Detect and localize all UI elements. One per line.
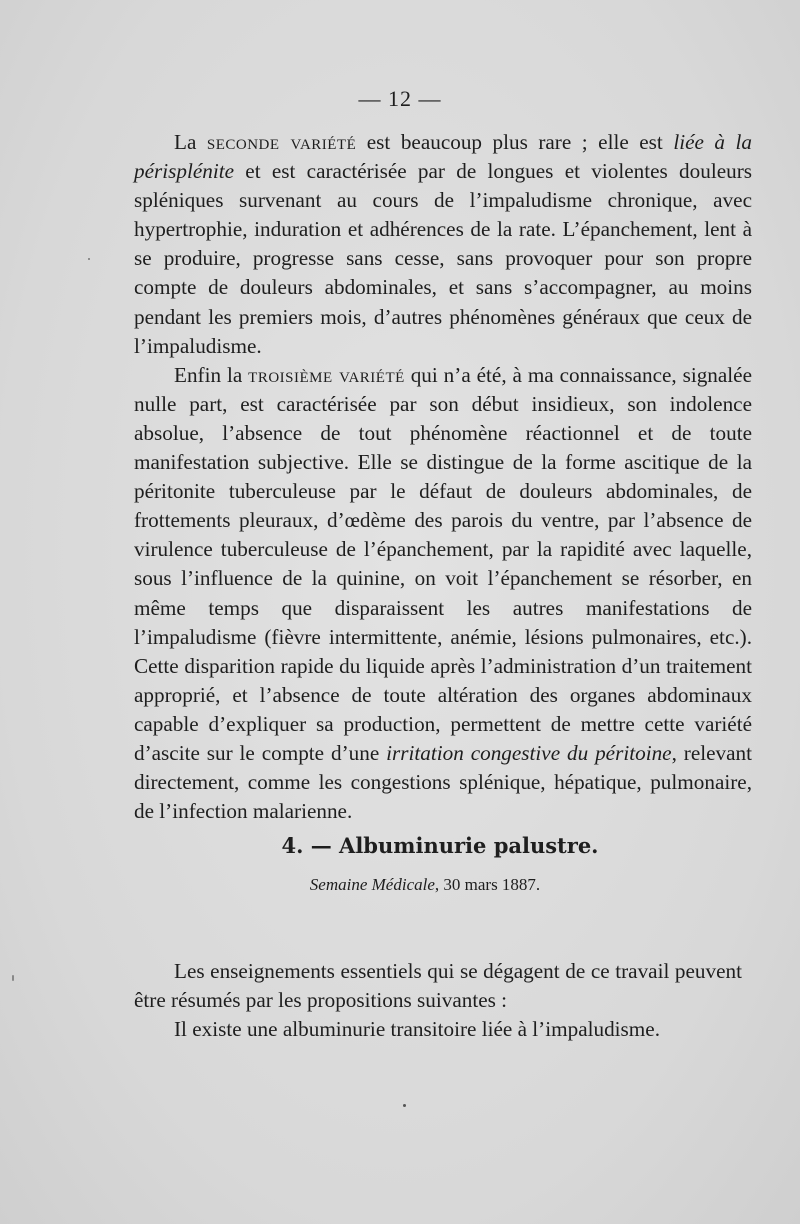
paragraph-troisieme-variete: Enfin la troisième variété qui n’a été, à ma connaissance, signalée nulle part, est caractérisée par son début insidieux, son indolence absolue, l’absence de tout phénomène réactionnel et de toute manifestation subjective. Elle se distingue de la forme ascitique de la péritonite tuberculeuse par le défaut de douleurs abdominales, de frottements pleuraux, d’œdème des parois du ventre, par l’absence de virulence tuberculeuse de l’épanchement, par la rapidité avec laquelle, sous l’influence de la quinine, on voit l’épanchement se résorber, en même temps que disparaissent les autres manifestations de l’impaludisme (fièvre intermittente, anémie, lésions pulmonaires, etc.). Cette disparition rapide du liquide après l’administration d’un traitement approprié, et l’absence de toute altération des organes abdominaux capable d’expliquer sa production, permettent de mettre cette variété d’ascite sur le compte d’une irritation congestive du péritoine, relevant directement, comme les congestions splénique, hépatique, pulmonaire, de l’infection malarienne. bbox=[134, 362, 752, 824]
main-text-block bbox=[134, 128, 752, 826]
ink-speck bbox=[403, 1104, 406, 1107]
citation-source: Semaine Médicale bbox=[309, 875, 435, 894]
paragraph-enseignements: Les enseignements essentiels qui se dégagent de ce travail peuvent être résumés par les propositions suivantes : bbox=[134, 959, 742, 1012]
italic-phrase: irritation congestive du péritoine bbox=[386, 740, 672, 765]
variety-label-seconde: seconde variété bbox=[206, 130, 357, 154]
section-heading: 4. — Albuminurie palustre. bbox=[281, 833, 599, 858]
ink-speck bbox=[12, 975, 14, 981]
citation bbox=[0, 875, 800, 895]
paragraph-albuminurie: Il existe une albuminurie transitoire liée à l’impaludisme. bbox=[174, 1017, 660, 1041]
paragraph-seconde-variete: La seconde variété est beaucoup plus rare ; elle est liée à la périsplénite et est caractérisée par de longues et violentes douleurs spléniques survenant au cours de l’impaludisme chronique, avec hypertrophie, induration et adhérences de la rate. L’épanchement, lent à se produire, progresse sans cesse, sans provoquer pour son propre compte de douleurs abdominales, et sans s’accompagner, au moins pendant les premiers mois, d’autres phénomènes généraux que ceux de l’impaludisme. bbox=[134, 130, 752, 358]
citation-date: , 30 mars 1887. bbox=[434, 875, 541, 894]
variety-label-troisieme: troisième variété bbox=[248, 362, 405, 387]
page-number: — 12 — bbox=[358, 86, 442, 111]
section-text-block bbox=[134, 957, 742, 1044]
ink-speck bbox=[88, 258, 90, 260]
italic-phrase: liée à la périsplénite bbox=[134, 130, 752, 184]
